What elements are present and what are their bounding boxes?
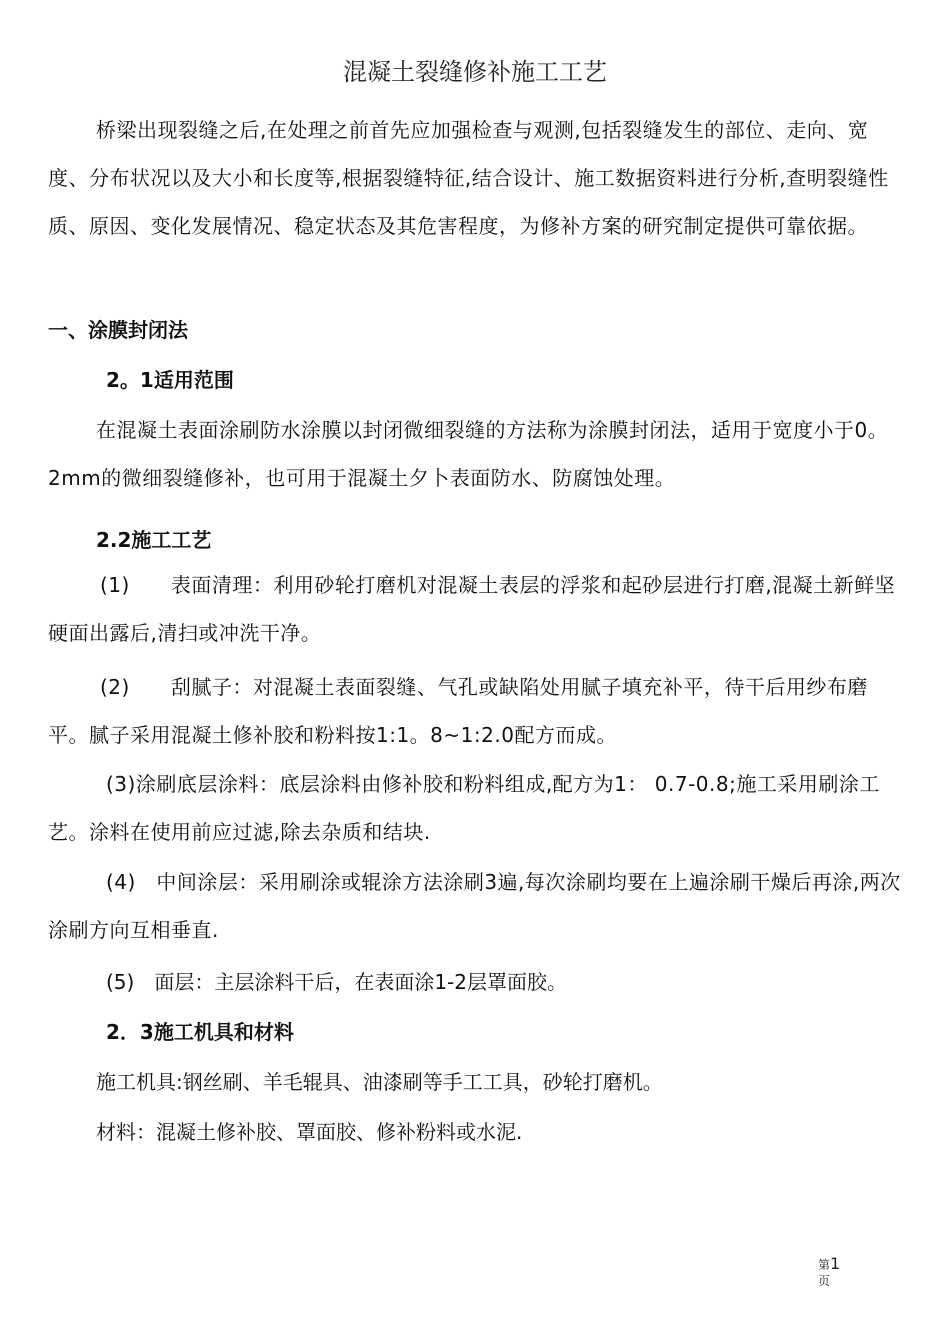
step-item: (3)涂刷底层涂料：底层涂料由修补胶和粉料组成,配方为1： 0.7-0.8;施工采用刷涂工艺。涂料在使用前应过滤,除去杂质和结块. xyxy=(48,772,880,844)
step-item: (1) 表面清理：利用砂轮打磨机对混凝土表层的浮浆和起砂层进行打磨,混凝土新鲜坚硬面出露后,清扫或冲洗干净。 xyxy=(48,573,896,645)
subsection-heading-2-2: 2.2施工工艺 xyxy=(96,528,212,552)
page-number xyxy=(818,1256,854,1289)
page-prefix: 第 xyxy=(818,1258,831,1272)
materials-line: 材料：混凝土修补胶、罩面胶、修补粉料或水泥. xyxy=(96,1120,523,1144)
page-suffix: 页 xyxy=(818,1274,831,1288)
section-heading: 一、涂膜封闭法 xyxy=(48,318,188,342)
step-item: (4) 中间涂层：采用刷涂或辊涂方法涂刷3遍,每次涂刷均要在上遍涂刷干燥后再涂,两次涂刷方向互相垂直. xyxy=(48,870,901,942)
subsection-heading-2-3: 2．3施工机具和材料 xyxy=(106,1020,294,1044)
page-number-value: 1 xyxy=(830,1254,841,1273)
subsection-heading-2-1: 2。1适用范围 xyxy=(106,368,234,392)
document-title: 混凝土裂缝修补施工工艺 xyxy=(343,58,607,86)
step-item: (2) 刮腻子：对混凝土表面裂缝、气孔或缺陷处用腻子填充补平，待干后用纱布磨平。腻子采用混凝土修补胶和粉料按1:1。8~1:2.0配方而成。 xyxy=(48,675,868,747)
intro-paragraph: 桥梁出现裂缝之后,在处理之前首先应加强检查与观测,包括裂缝发生的部位、走向、宽度、分布状况以及大小和长度等,根据裂缝特征,结合设计、施工数据资料进行分析,查明裂缝性质、原因、变化发展情况、稳定状态及其危害程度，为修补方案的研究制定提供可靠依据。 xyxy=(48,118,889,238)
scope-paragraph: 在混凝土表面涂刷防水涂膜以封闭微细裂缝的方法称为涂膜封闭法，适用于宽度小于0。2mm的微细裂缝修补，也可用于混凝土夕卜表面防水、防腐蚀处理。 xyxy=(48,418,889,490)
tools-line: 施工机具:钢丝刷、羊毛辊具、油漆刷等手工工具，砂轮打磨机。 xyxy=(96,1070,663,1094)
step-item: (5) 面层：主层涂料干后，在表面涂1-2层罩面胶。 xyxy=(106,970,567,994)
